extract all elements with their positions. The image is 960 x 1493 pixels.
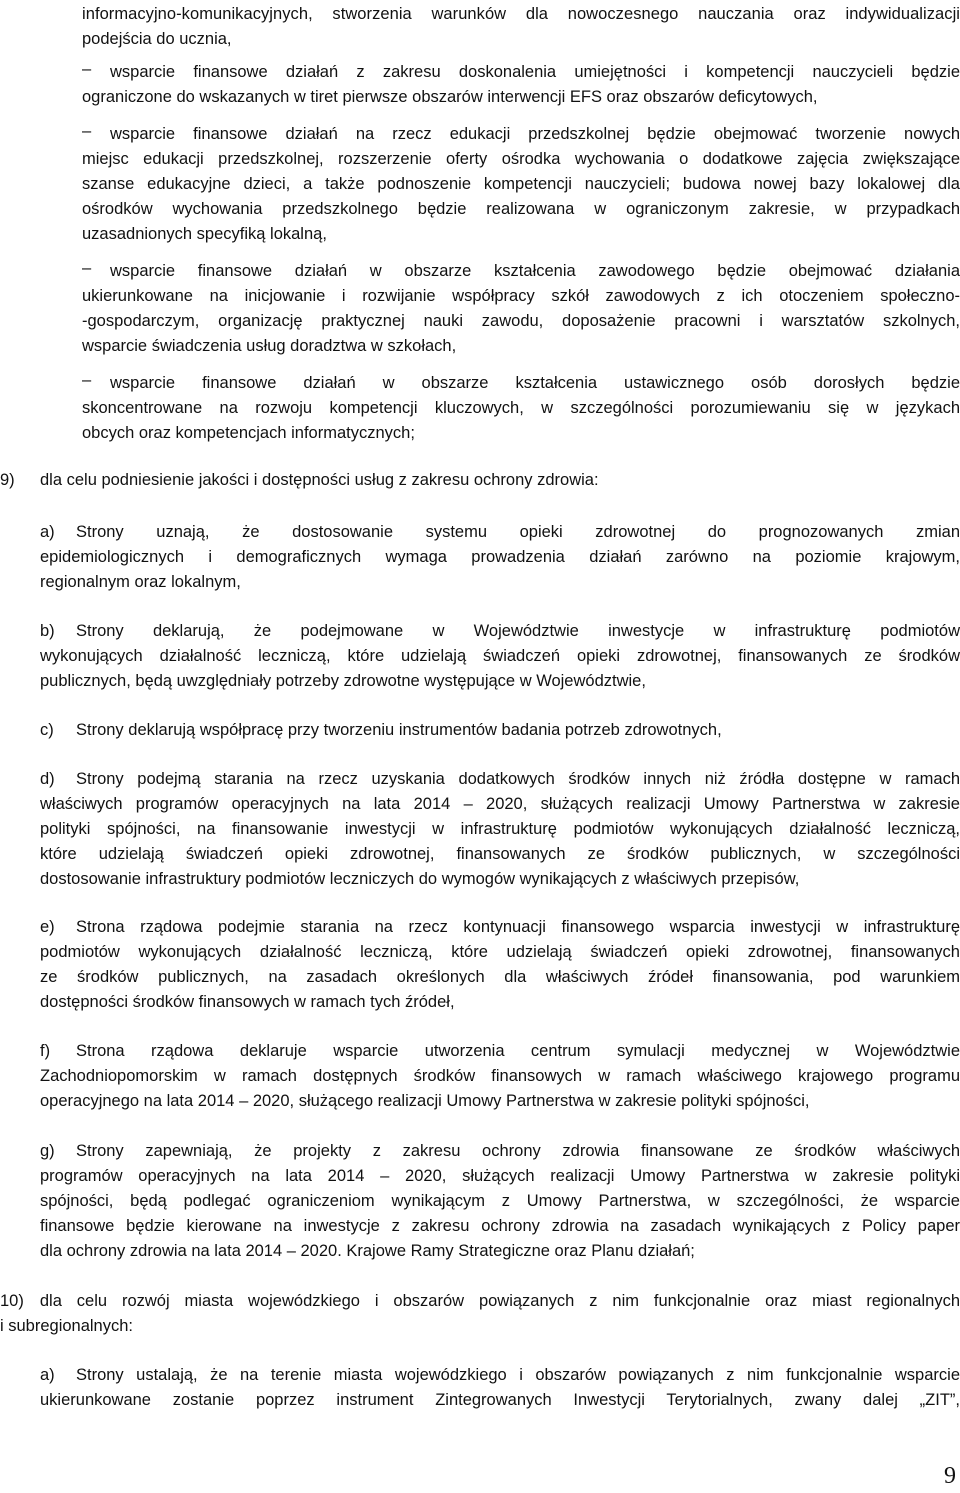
sub-item-label: g) [40, 1142, 55, 1160]
sub-item-first-line [40, 1139, 960, 1164]
text-line: właściwych programów operacyjnych na lata 2014 – 2020, służących realizacji Umowy Partnerstwa w zakresie [40, 795, 960, 813]
text-line: wsparcie finansowe działań na rzecz edukacji przedszkolnej będzie obejmować tworzenie nowych [110, 125, 960, 143]
text-line: ograniczone do wskazanych w tiret pierwsze obszarów interwencji EFS oraz obszarów deficytowych, [82, 88, 818, 106]
list-item-10 [0, 1289, 960, 1339]
text-line: obcych oraz kompetencjach informatycznych; [82, 424, 415, 442]
text-line: Strona rządowa podejmie starania na rzecz kontynuacji finansowego wsparcia inwestycji w infrastrukturę [76, 918, 960, 936]
text-line: ze środków publicznych, na zasadach określonych dla właściwych źródeł finansowania, pod warunkiem [40, 968, 960, 986]
dash-bullet: – [82, 122, 92, 140]
sub-item-first-line [40, 1039, 960, 1064]
text-line: polityki spójności, na finansowanie inwestycji w infrastrukturę podmiotów wykonujących działalność leczniczą, [40, 820, 960, 838]
sub-item-label: a) [40, 523, 55, 541]
text-line: dla ochrony zdrowia na lata 2014 – 2020. Krajowe Ramy Strategiczne oraz Planu działań; [40, 1242, 695, 1260]
text-line: regionalnym oraz lokalnym, [40, 573, 241, 591]
text-line: Strony ustalają, że na terenie miasta wojewódzkiego i obszarów powiązanych z nim funkcjonalnie wsparcie [76, 1366, 960, 1384]
text-line: szanse edukacyjne dzieci, a także podnoszenie kompetencji nauczycieli; budowa nowej bazy lokalowej dla [82, 175, 960, 193]
sub-item [40, 767, 960, 892]
intro-line: podejścia do ucznia, [82, 30, 232, 48]
dash-bullet: – [82, 259, 92, 277]
text-line: Strony deklarują współpracę przy tworzeniu instrumentów badania potrzeb zdrowotnych, [76, 721, 722, 739]
text-line: Zachodniopomorskim w ramach dostępnych środków finansowych w ramach właściwego krajowego programu [40, 1067, 960, 1085]
sub-item [40, 520, 960, 595]
item-10-first-line [0, 1289, 960, 1314]
text-line: dostępności środków finansowych w ramach tych źródeł, [40, 993, 455, 1011]
sub-item-label: a) [40, 1366, 55, 1384]
text-line: skoncentrowane na rozwoju kompetencji kluczowych, w szczególności porozumiewaniu się w językach [82, 399, 960, 417]
text-line: wsparcie świadczenia usług doradztwa w szkołach, [82, 337, 457, 355]
text-line: ośrodków wychowania przedszkolnego będzie realizowana w ograniczonym zakresie, w przypadkach [82, 200, 960, 218]
item-number: 10) [0, 1292, 24, 1310]
sub-item-label: b) [40, 622, 55, 640]
item-title: dla celu podniesienie jakości i dostępności usług z zakresu ochrony zdrowia: [40, 471, 599, 489]
text-line: wsparcie finansowe działań w obszarze kształcenia zawodowego będzie obejmować działania [110, 262, 960, 280]
text-line: publicznych, będą uwzględniały potrzeby zdrowotne występujące w Województwie, [40, 672, 646, 690]
sub-item-first-line [40, 520, 960, 545]
sub-item-first-line [40, 1363, 960, 1388]
text-line: operacyjnego na lata 2014 – 2020, służącego realizacji Umowy Partnerstwa w zakresie polityki spójności, [40, 1092, 810, 1110]
sub-item [40, 718, 960, 743]
sub-item-label: f) [40, 1042, 51, 1060]
text-line: Strony deklarują, że podejmowane w Województwie inwestycje w infrastrukturę podmiotów [76, 622, 960, 640]
text-line: Strona rządowa deklaruje wsparcie utworzenia centrum symulacji medycznej w Województwie [76, 1042, 960, 1060]
text-line: ukierunkowane zostanie poprzez instrument Zintegrowanych Inwestycji Terytorialnych, zwany dalej „ZIT”, [40, 1391, 960, 1409]
sub-item-label: e) [40, 918, 55, 936]
text-line: Strony podejmą starania na rzecz uzyskania dodatkowych środków innych niż źródła dostępne w ramach [76, 770, 960, 788]
text-line: ukierunkowane na inicjowanie i rozwijanie współpracy szkół zawodowych z ich otoczeniem społeczno- [82, 287, 960, 305]
text-line: -gospodarczym, organizację praktycznej nauki zawodu, doposażenie pracowni i warsztatów szkolnych, [82, 312, 960, 330]
text-line: dostosowanie infrastruktury podmiotów leczniczych do wymogów wynikających z właściwych przepisów, [40, 870, 800, 888]
sub-item-label: d) [40, 770, 55, 788]
text-line: Strony uznają, że dostosowanie systemu opieki zdrowotnej do prognozowanych zmian [76, 523, 960, 541]
sub-item [40, 1363, 960, 1413]
dash-bullet: – [82, 371, 92, 389]
text-line: Strony zapewniają, że projekty z zakresu ochrony zdrowia finansowane ze środków właściwych [76, 1142, 960, 1160]
text-line: finansowe będzie kierowane na inwestycje z zakresu ochrony zdrowia na zasadach wynikających z Policy paper [40, 1217, 960, 1235]
text-line: programów operacyjnych na lata 2014 – 2020, służących realizacji Umowy Partnerstwa w zakresie polityki [40, 1167, 960, 1185]
dash-list-item [82, 60, 960, 110]
dash-list-item [82, 122, 960, 247]
intro-line: informacyjno-komunikacyjnych, stworzenia warunków dla nowoczesnego nauczania oraz indywidualizacji [82, 5, 960, 23]
item-number: 9) [0, 471, 15, 489]
sub-item [40, 1039, 960, 1114]
text-line: które udzielają świadczeń opieki zdrowotnej, finansowanych ze środków publicznych, w szczególności [40, 845, 960, 863]
sub-item-label: c) [40, 721, 54, 739]
dash-list-item [82, 371, 960, 446]
text-line: spójności, będą podlegać ograniczeniom wynikającym z Umowy Partnerstwa, w szczególności, że wsparcie [40, 1192, 960, 1210]
intro-paragraph [82, 2, 960, 52]
sub-item [40, 1139, 960, 1264]
page-number: 9 [944, 1463, 956, 1489]
sub-item [40, 915, 960, 1015]
text-line: miejsc edukacji przedszkolnej, rozszerzenie oferty ośrodka wychowania o dodatkowe zajęcia zwiększające [82, 150, 960, 168]
dash-list-item [82, 259, 960, 359]
text-line: podmiotów wykonujących działalność leczniczą, które udzielają świadczeń opieki zdrowotnej, finansowanych [40, 943, 960, 961]
sub-item [40, 619, 960, 694]
sub-item-first-line [40, 767, 960, 792]
item-title: dla celu rozwój miasta wojewódzkiego i obszarów powiązanych z nim funkcjonalnie oraz miast regionalnych [39, 1292, 960, 1310]
sub-item-first-line [40, 619, 960, 644]
text-line: wykonujących działalność leczniczą, które udzielają świadczeń opieki zdrowotnej, finansowanych ze środków [40, 647, 960, 665]
sub-item-first-line [40, 718, 960, 743]
item-title-continuation: i subregionalnych: [0, 1317, 133, 1335]
text-line: wsparcie finansowe działań z zakresu doskonalenia umiejętności i kompetencji nauczycieli będzie [110, 63, 960, 81]
dash-bullet: – [82, 60, 92, 78]
text-line: uzasadnionych specyfiką lokalną, [82, 225, 327, 243]
sub-item-first-line [40, 915, 960, 940]
text-line: wsparcie finansowe działań w obszarze kształcenia ustawicznego osób dorosłych będzie [110, 374, 960, 392]
text-line: epidemiologicznych i demograficznych wymaga prowadzenia działań zarówno na poziomie krajowym, [40, 548, 960, 566]
